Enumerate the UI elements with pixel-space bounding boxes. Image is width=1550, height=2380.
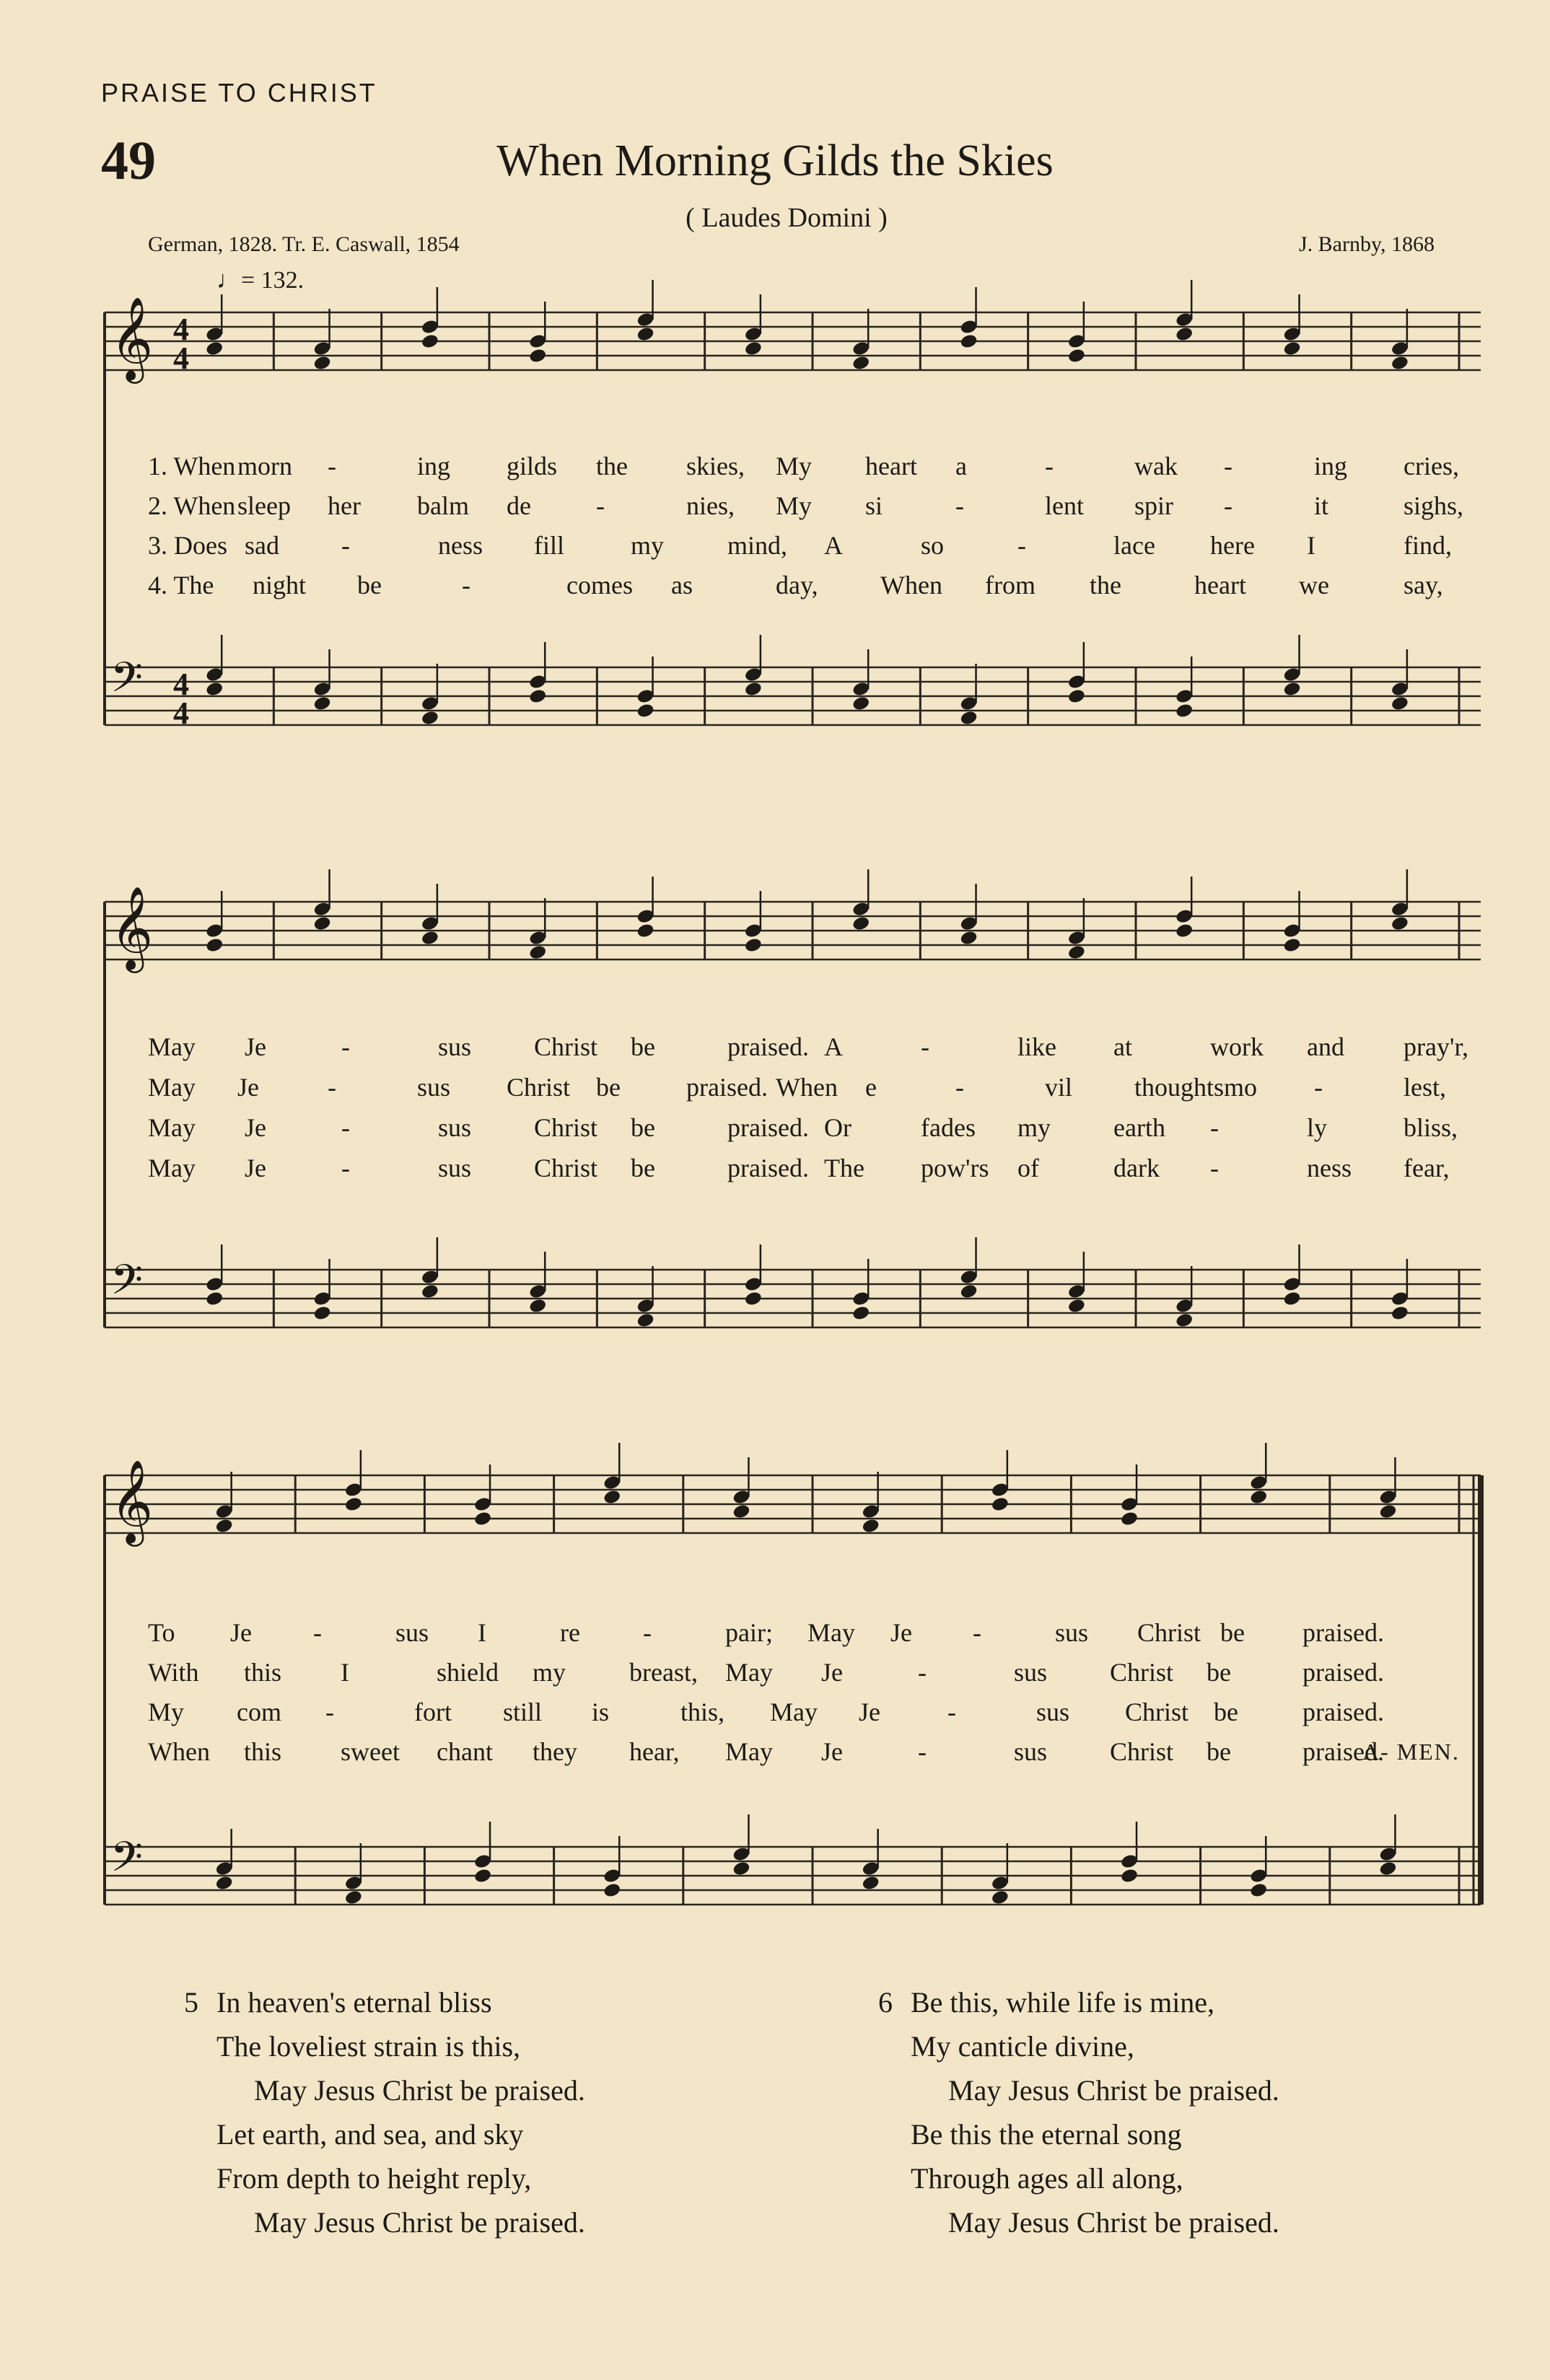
lyric-syllable: -: [341, 1154, 350, 1182]
lyric-syllable: -: [955, 1073, 964, 1102]
lyric-syllable: Je: [890, 1618, 912, 1647]
note-head: [312, 695, 331, 712]
lyric-syllable: fill: [534, 531, 564, 560]
lyric-syllable: this: [244, 1658, 282, 1687]
note-head: [421, 710, 439, 726]
treble-clef-icon: 𝄞: [110, 1459, 154, 1543]
lyric-syllable: 3. Does: [148, 531, 227, 560]
note-head: [959, 710, 978, 726]
lyric-syllable: -: [325, 1698, 334, 1726]
lyric-syllable: -: [1314, 1073, 1323, 1102]
lyric-syllable: re: [560, 1618, 580, 1647]
lyric-syllable: I: [478, 1618, 486, 1647]
lyric-syllable: Je: [245, 1113, 266, 1142]
lyric-syllable: cries,: [1404, 452, 1459, 480]
lyric-syllable: -: [1210, 1154, 1219, 1182]
stanza-line: Be this, while life is mine,: [911, 1986, 1215, 2019]
note-head: [205, 937, 224, 954]
lyric-syllable: this: [244, 1737, 282, 1766]
lyric-syllable: lent: [1045, 491, 1084, 520]
note-head: [744, 937, 763, 954]
note-head: [1391, 695, 1409, 712]
lyric-syllable: gilds: [507, 452, 558, 480]
lyric-syllable: ness: [438, 531, 483, 560]
lyric-syllable: 4. The: [148, 571, 214, 600]
lyric-syllable: at: [1113, 1032, 1132, 1061]
lyric-syllable: Christ: [1137, 1618, 1201, 1647]
stanza-line: May Jesus Christ be praised.: [254, 2074, 585, 2107]
lyric-syllable: May: [770, 1698, 818, 1726]
lyric-syllable: Christ: [534, 1154, 598, 1182]
lyric-syllable: thoughts: [1134, 1073, 1225, 1102]
music-credit: J. Barnby, 1868: [1298, 232, 1435, 256]
lyric-syllable: my: [631, 531, 665, 560]
lyric-syllable: sleep: [237, 491, 291, 520]
stanza-6: [878, 1980, 1279, 2244]
lyric-syllable: sus: [395, 1618, 429, 1647]
lyric-syllable: sus: [417, 1073, 451, 1102]
stanza-line: Through ages all along,: [911, 2162, 1183, 2195]
lyric-syllable: pray'r,: [1404, 1032, 1468, 1061]
lyric-syllable: -: [1210, 1113, 1219, 1142]
lyric-syllable: as: [671, 571, 693, 600]
lyric-syllable: work: [1210, 1032, 1264, 1061]
note-head: [732, 1861, 750, 1877]
lyric-syllable: My: [776, 491, 813, 520]
lyric-syllable: the: [596, 452, 628, 480]
note-head: [744, 681, 763, 698]
lyric-syllable: her: [328, 491, 361, 520]
stanza-line: May Jesus Christ be praised.: [948, 2206, 1279, 2239]
lyric-syllable: be: [1214, 1698, 1238, 1726]
note-head: [1175, 923, 1194, 939]
text-credit: German, 1828. Tr. E. Caswall, 1854: [148, 232, 460, 256]
lyric-syllable: balm: [417, 491, 469, 520]
lyric-syllable: I: [341, 1658, 349, 1687]
time-signature-numerator: 4: [173, 312, 189, 347]
lyric-syllable: sus: [1036, 1698, 1070, 1726]
note-head: [1378, 1861, 1397, 1877]
note-head: [744, 1291, 763, 1307]
lyric-syllable: be: [631, 1032, 655, 1061]
lyric-syllable: so: [921, 531, 945, 560]
note-head: [1391, 355, 1409, 372]
note-head: [851, 695, 870, 712]
lyric-syllable: praised.: [1302, 1618, 1384, 1647]
lyric-syllable: -: [955, 491, 964, 520]
note-head: [959, 930, 978, 947]
note-head: [1120, 1868, 1139, 1884]
note-head: [1378, 1503, 1397, 1520]
lyric-syllable: May: [725, 1658, 773, 1687]
lyric-syllable: praised.: [1302, 1698, 1384, 1726]
lyric-syllable: Or: [824, 1113, 851, 1142]
hymn-number: 49: [101, 131, 156, 191]
note-head: [603, 1882, 621, 1899]
lyric-syllable: -: [328, 452, 336, 480]
stanza-5: [184, 1980, 585, 2244]
note-head: [862, 1518, 880, 1534]
lyric-syllable: -: [313, 1618, 322, 1647]
lyric-syllable: spir: [1134, 491, 1173, 520]
lyric-syllable: from: [985, 571, 1035, 600]
lyric-syllable: Je: [859, 1698, 880, 1726]
lyric-syllable: pair;: [725, 1618, 773, 1647]
lyric-syllable: vil: [1045, 1073, 1073, 1102]
note-head: [528, 1298, 547, 1314]
lyric-syllable: -: [973, 1618, 981, 1647]
note-head: [1282, 937, 1301, 954]
lyric-syllable: this,: [680, 1698, 725, 1726]
lyric-syllable: here: [1210, 531, 1255, 560]
note-head: [205, 681, 224, 698]
stanza-line: May Jesus Christ be praised.: [254, 2206, 585, 2239]
lyric-syllable: My: [148, 1698, 185, 1726]
bass-clef-icon: 𝄢: [110, 653, 144, 712]
lyric-syllable: -: [596, 491, 605, 520]
note-head: [1391, 1305, 1409, 1322]
lyric-syllable: find,: [1404, 531, 1452, 560]
lyric-syllable: and: [1307, 1032, 1344, 1061]
lyric-syllable: My: [776, 452, 813, 480]
lyric-syllable: May: [725, 1737, 773, 1766]
lyric-syllable: comes: [566, 571, 633, 600]
lyric-syllable: With: [148, 1658, 199, 1687]
lyric-syllable: hear,: [629, 1737, 680, 1766]
lyric-syllable: breast,: [629, 1658, 698, 1687]
time-signature-numerator: 4: [173, 667, 189, 702]
treble-clef-icon: 𝄞: [110, 296, 154, 380]
lyric-syllable: -: [341, 1032, 350, 1061]
lyric-syllable: fades: [921, 1113, 976, 1142]
lyric-syllable: -: [328, 1073, 336, 1102]
lyric-syllable: be: [631, 1113, 655, 1142]
lyric-syllable: sus: [1014, 1658, 1048, 1687]
lyric-syllable: When: [148, 1737, 210, 1766]
treble-clef-icon: 𝄞: [110, 885, 154, 970]
lyric-syllable: May: [148, 1073, 196, 1102]
note-head: [636, 1312, 654, 1329]
lyric-syllable: be: [631, 1154, 655, 1182]
note-head: [1282, 1291, 1301, 1307]
lyric-syllable: fort: [414, 1698, 452, 1726]
note-head: [312, 915, 331, 932]
note-head: [1067, 348, 1086, 364]
lyric-syllable: -: [462, 571, 470, 600]
lyric-syllable: -: [918, 1737, 927, 1766]
note-head: [991, 1496, 1010, 1513]
stanza-line: Be this the eternal song: [911, 2118, 1182, 2151]
lyric-syllable: praised.: [1302, 1658, 1384, 1687]
lyric-syllable: praised.: [727, 1154, 809, 1182]
lyric-syllable: sad: [245, 531, 279, 560]
lyric-syllable: be: [357, 571, 382, 600]
lyric-syllable: bliss,: [1404, 1113, 1458, 1142]
lyric-syllable: heart: [1194, 571, 1246, 600]
note-head: [1249, 1489, 1268, 1506]
lyric-syllable: Je: [821, 1737, 843, 1766]
lyric-syllable: we: [1299, 571, 1329, 600]
note-head: [959, 1283, 978, 1300]
lyric-syllable: earth: [1113, 1113, 1165, 1142]
lyric-syllable: mo: [1224, 1073, 1258, 1102]
lyric-syllable: 2. When: [148, 491, 236, 520]
lyric-syllable: of: [1017, 1154, 1039, 1182]
time-signature-denominator: 4: [173, 695, 189, 731]
lyric-syllable: praised.: [686, 1073, 768, 1102]
stanza-number: 5: [184, 1986, 198, 2019]
note-head: [205, 1291, 224, 1307]
note-head: [473, 1868, 492, 1884]
lyric-syllable: Je: [821, 1658, 843, 1687]
note-head: [1175, 326, 1194, 343]
note-head: [1175, 1312, 1194, 1329]
quarter-note-icon: ♩: [216, 267, 241, 294]
note-head: [851, 1305, 870, 1322]
lyric-syllable: heart: [865, 452, 917, 480]
lyric-syllable: When: [776, 1073, 838, 1102]
lyric-syllable: my: [1017, 1113, 1051, 1142]
note-head: [1282, 341, 1301, 357]
lyric-syllable: sus: [438, 1032, 472, 1061]
lyric-syllable: Christ: [1110, 1737, 1174, 1766]
lyric-syllable: -: [921, 1032, 929, 1061]
lyric-syllable: -: [341, 1113, 350, 1142]
note-head: [1067, 1298, 1086, 1314]
lyric-syllable: ing: [1314, 452, 1348, 480]
note-head: [991, 1889, 1010, 1906]
note-head: [215, 1518, 234, 1534]
note-head: [1391, 915, 1409, 932]
lyric-syllable: The: [824, 1154, 864, 1182]
tempo-marking: ♩= 132.: [216, 267, 305, 294]
lyric-syllable: day,: [776, 571, 818, 600]
lyric-syllable: de: [507, 491, 531, 520]
note-head: [1067, 688, 1086, 705]
note-head: [312, 1305, 331, 1322]
lyric-syllable: Christ: [1110, 1658, 1174, 1687]
stanza-number: 6: [878, 1986, 893, 2019]
lyric-syllable: com: [237, 1698, 281, 1726]
lyric-syllable: To: [148, 1618, 175, 1647]
note-head: [636, 703, 654, 719]
note-head: [344, 1889, 363, 1906]
lyric-syllable: they: [533, 1737, 577, 1766]
lyric-syllable: praised.: [727, 1032, 809, 1061]
lyric-syllable: be: [1207, 1658, 1231, 1687]
lyric-syllable: ly: [1307, 1113, 1328, 1142]
note-head: [744, 341, 763, 357]
lyric-syllable: sus: [1055, 1618, 1089, 1647]
note-head: [344, 1496, 363, 1513]
lyric-syllable: the: [1090, 571, 1121, 600]
lyric-syllable: -: [947, 1698, 956, 1726]
amen-text: A- MEN.: [1362, 1739, 1460, 1765]
lyric-syllable: si: [865, 491, 883, 520]
bass-clef-icon: 𝄢: [110, 1832, 144, 1892]
bass-clef-icon: 𝄢: [110, 1255, 144, 1314]
note-head: [636, 923, 654, 939]
lyric-syllable: -: [341, 531, 350, 560]
lyric-syllable: fear,: [1404, 1154, 1450, 1182]
lyric-syllable: May: [148, 1113, 196, 1142]
lyric-syllable: night: [253, 571, 307, 600]
lyric-syllable: A: [824, 531, 843, 560]
lyric-syllable: sweet: [341, 1737, 400, 1766]
lyric-syllable: wak: [1134, 452, 1178, 480]
lyric-syllable: is: [592, 1698, 610, 1726]
note-head: [421, 930, 439, 947]
lyric-syllable: chant: [437, 1737, 493, 1766]
lyric-syllable: sighs,: [1404, 491, 1464, 520]
note-head: [421, 1283, 439, 1300]
lyric-syllable: -: [918, 1658, 927, 1687]
lyric-syllable: Je: [230, 1618, 252, 1647]
lyric-syllable: mind,: [727, 531, 788, 560]
note-head: [732, 1503, 750, 1520]
lyric-syllable: be: [1220, 1618, 1245, 1647]
stanza-line: Let earth, and sea, and sky: [216, 2118, 524, 2151]
lyric-syllable: lest,: [1404, 1073, 1446, 1102]
note-head: [473, 1511, 492, 1527]
lyric-syllable: still: [503, 1698, 543, 1726]
lyric-syllable: A: [824, 1032, 843, 1061]
lyric-syllable: -: [1224, 491, 1232, 520]
lyric-syllable: say,: [1404, 571, 1443, 600]
lyric-syllable: praised.: [727, 1113, 809, 1142]
lyric-syllable: be: [596, 1073, 621, 1102]
lyric-syllable: ing: [417, 452, 451, 480]
stanza-line: The loveliest strain is this,: [216, 2030, 521, 2063]
note-head: [1282, 681, 1301, 698]
lyric-syllable: May: [148, 1154, 196, 1182]
note-head: [528, 944, 547, 961]
lyric-syllable: -: [1045, 452, 1054, 480]
lyric-syllable: sus: [1014, 1737, 1048, 1766]
note-head: [862, 1875, 880, 1892]
note-head: [1249, 1882, 1268, 1899]
lyric-syllable: skies,: [686, 452, 745, 480]
lyric-syllable: lace: [1113, 531, 1155, 560]
lyric-syllable: -: [1224, 452, 1232, 480]
stanza-line: May Jesus Christ be praised.: [948, 2074, 1279, 2107]
lyric-syllable: e: [865, 1073, 877, 1102]
lyric-syllable: sus: [438, 1154, 472, 1182]
time-signature-denominator: 4: [173, 341, 189, 376]
note-head: [1175, 703, 1194, 719]
stanza-line: My canticle divine,: [911, 2030, 1134, 2063]
stanza-line: In heaven's eternal bliss: [216, 1986, 492, 2019]
note-head: [528, 348, 547, 364]
lyric-syllable: dark: [1113, 1154, 1160, 1182]
section-heading: PRAISE TO CHRIST: [101, 78, 377, 107]
lyric-syllable: May: [807, 1618, 855, 1647]
lyric-syllable: sus: [438, 1113, 472, 1142]
lyric-syllable: my: [533, 1658, 566, 1687]
lyric-syllable: 1. When: [148, 452, 236, 480]
note-head: [421, 333, 439, 350]
hymn-title: When Morning Gilds the Skies: [496, 136, 1054, 185]
note-head: [603, 1489, 621, 1506]
note-head: [215, 1875, 234, 1892]
note-head: [528, 688, 547, 705]
lyric-syllable: morn: [237, 452, 292, 480]
lyric-syllable: like: [1017, 1032, 1056, 1061]
note-head: [851, 355, 870, 372]
note-head: [1067, 944, 1086, 961]
lyric-syllable: a: [955, 452, 967, 480]
note-head: [636, 326, 654, 343]
lyric-syllable: Christ: [534, 1113, 598, 1142]
stanza-line: From depth to height reply,: [216, 2162, 532, 2195]
lyric-syllable: When: [880, 571, 942, 600]
lyric-syllable: praised.: [1302, 1737, 1384, 1766]
note-head: [959, 333, 978, 350]
lyric-syllable: May: [148, 1032, 196, 1061]
lyric-syllable: pow'rs: [921, 1154, 989, 1182]
lyric-syllable: Christ: [534, 1032, 598, 1061]
lyric-syllable: it: [1314, 491, 1329, 520]
lyric-syllable: Christ: [507, 1073, 571, 1102]
lyric-syllable: -: [643, 1618, 652, 1647]
lyric-syllable: ness: [1307, 1154, 1352, 1182]
lyric-syllable: Je: [237, 1073, 259, 1102]
note-head: [205, 341, 224, 357]
lyric-syllable: Je: [245, 1032, 266, 1061]
lyric-syllable: shield: [437, 1658, 499, 1687]
note-head: [1120, 1511, 1139, 1527]
note-head: [851, 915, 870, 932]
lyric-syllable: I: [1307, 531, 1315, 560]
tune-name: ( Laudes Domini ): [686, 203, 888, 233]
lyric-syllable: be: [1207, 1737, 1231, 1766]
lyric-syllable: -: [1017, 531, 1026, 560]
lyric-syllable: Christ: [1125, 1698, 1189, 1726]
note-head: [312, 355, 331, 372]
lyric-syllable: Je: [245, 1154, 266, 1182]
lyric-syllable: nies,: [686, 491, 735, 520]
